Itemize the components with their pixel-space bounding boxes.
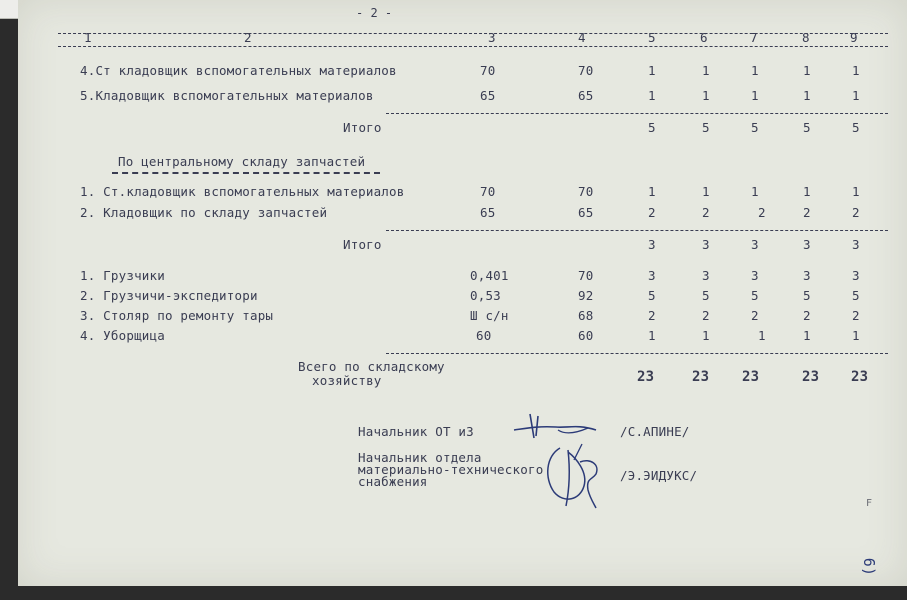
row-name: 5.Кладовщик вспомогательных материалов (80, 88, 374, 103)
grand-total-c6: 23 (692, 369, 710, 385)
row-c8: 1 (803, 328, 811, 343)
row-name: 1. Ст.кладовщик вспомогательных материалов (80, 184, 405, 199)
header-col-4: 4 (578, 30, 586, 45)
grand-total-rule (386, 353, 888, 354)
row-name: 1. Грузчики (80, 268, 165, 283)
row-c7: 3 (751, 268, 759, 283)
total-label: Итого (343, 120, 382, 135)
row-c9: 1 (852, 328, 860, 343)
row-c6: 1 (702, 88, 710, 103)
row-c7: 5 (751, 288, 759, 303)
row-c3: 65 (480, 205, 496, 220)
row-c7: 2 (751, 308, 759, 323)
row-c7: 1 (758, 328, 766, 343)
signatory-1-title: Начальник ОТ иЗ (358, 424, 474, 439)
row-c4: 65 (578, 205, 594, 220)
row-name: 4. Уборщица (80, 328, 165, 343)
row-c5: 3 (648, 268, 656, 283)
header-col-1: 1 (84, 30, 92, 45)
row-c9: 1 (852, 184, 860, 199)
header-col-6: 6 (700, 30, 708, 45)
row-c8: 1 (803, 63, 811, 78)
row-c5: 1 (648, 184, 656, 199)
row-c7: 1 (751, 88, 759, 103)
section2-total-rule (386, 230, 888, 231)
grand-total-c8: 23 (802, 369, 820, 385)
row-c6: 2 (702, 205, 710, 220)
total-c8: 3 (803, 237, 811, 252)
header-col-7: 7 (750, 30, 758, 45)
signature-2 (540, 438, 610, 510)
row-c7: 1 (751, 63, 759, 78)
total-c5: 3 (648, 237, 656, 252)
row-c6: 1 (702, 184, 710, 199)
row-c6: 2 (702, 308, 710, 323)
row-c4: 70 (578, 184, 594, 199)
total-c6: 5 (702, 120, 710, 135)
row-name: 2. Кладовщик по складу запчастей (80, 205, 328, 220)
section-heading: По центральному складу запчастей (118, 154, 366, 169)
row-c9: 5 (852, 288, 860, 303)
row-c4: 65 (578, 88, 594, 103)
row-c7: 1 (751, 184, 759, 199)
section-heading-underline (112, 172, 380, 174)
signatory-1-name: /С.АПИНЕ/ (620, 424, 690, 439)
section1-total-rule (386, 113, 888, 114)
row-c8: 1 (803, 184, 811, 199)
row-name: 3. Столяр по ремонту тары (80, 308, 274, 323)
header-rule-top (58, 33, 888, 34)
row-c8: 3 (803, 268, 811, 283)
row-c7: 2 (758, 205, 766, 220)
signatory-2-title-line1: Начальник отдела (358, 450, 482, 465)
row-c5: 1 (648, 328, 656, 343)
header-col-2: 2 (244, 30, 252, 45)
header-col-5: 5 (648, 30, 656, 45)
signatory-2-title-line3: снабжения (358, 474, 428, 489)
header-col-8: 8 (802, 30, 810, 45)
grand-total-c9: 23 (851, 369, 869, 385)
header-rule-bottom (58, 46, 888, 47)
row-c3: 0,401 (470, 268, 509, 283)
row-c9: 1 (852, 63, 860, 78)
row-c3: Ш с/н (470, 308, 509, 323)
total-c5: 5 (648, 120, 656, 135)
total-label: Итого (343, 237, 382, 252)
header-col-3: 3 (488, 30, 496, 45)
row-c6: 5 (702, 288, 710, 303)
row-name: 2. Грузчичи-экспедитори (80, 288, 258, 303)
row-c5: 5 (648, 288, 656, 303)
total-c7: 5 (751, 120, 759, 135)
grand-total-label-line1: Всего по складскому (298, 359, 445, 374)
grand-total-label-line2: хозяйству (312, 373, 382, 388)
row-c8: 2 (803, 308, 811, 323)
row-c3: 60 (476, 328, 492, 343)
grand-total-c7: 23 (742, 369, 760, 385)
total-c9: 3 (852, 237, 860, 252)
row-c5: 1 (648, 63, 656, 78)
row-name: 4.Ст кладовщик вспомогательных материалов (80, 63, 397, 78)
row-c9: 1 (852, 88, 860, 103)
row-c6: 1 (702, 63, 710, 78)
row-c4: 60 (578, 328, 594, 343)
page-number: - 2 - (356, 6, 393, 20)
row-c8: 2 (803, 205, 811, 220)
header-col-9: 9 (850, 30, 858, 45)
row-c6: 3 (702, 268, 710, 283)
row-c3: 65 (480, 88, 496, 103)
row-c3: 70 (480, 63, 496, 78)
row-c5: 1 (648, 88, 656, 103)
row-c9: 2 (852, 308, 860, 323)
row-c6: 1 (702, 328, 710, 343)
total-c6: 3 (702, 237, 710, 252)
row-c5: 2 (648, 205, 656, 220)
signatory-2-name: /Э.ЭИДУКС/ (620, 468, 698, 483)
grand-total-c5: 23 (637, 369, 655, 385)
row-c8: 1 (803, 88, 811, 103)
total-c9: 5 (852, 120, 860, 135)
row-c9: 2 (852, 205, 860, 220)
row-c4: 70 (578, 63, 594, 78)
row-c3: 70 (480, 184, 496, 199)
signatory-2-title-line2: материально-технического (358, 462, 544, 477)
row-c4: 92 (578, 288, 594, 303)
row-c3: 0,53 (470, 288, 501, 303)
total-c7: 3 (751, 237, 759, 252)
row-c8: 5 (803, 288, 811, 303)
margin-mark: F (866, 498, 873, 509)
row-c4: 70 (578, 268, 594, 283)
total-c8: 5 (803, 120, 811, 135)
row-c5: 2 (648, 308, 656, 323)
row-c4: 68 (578, 308, 594, 323)
corner-note: 6) (860, 557, 879, 577)
row-c9: 3 (852, 268, 860, 283)
